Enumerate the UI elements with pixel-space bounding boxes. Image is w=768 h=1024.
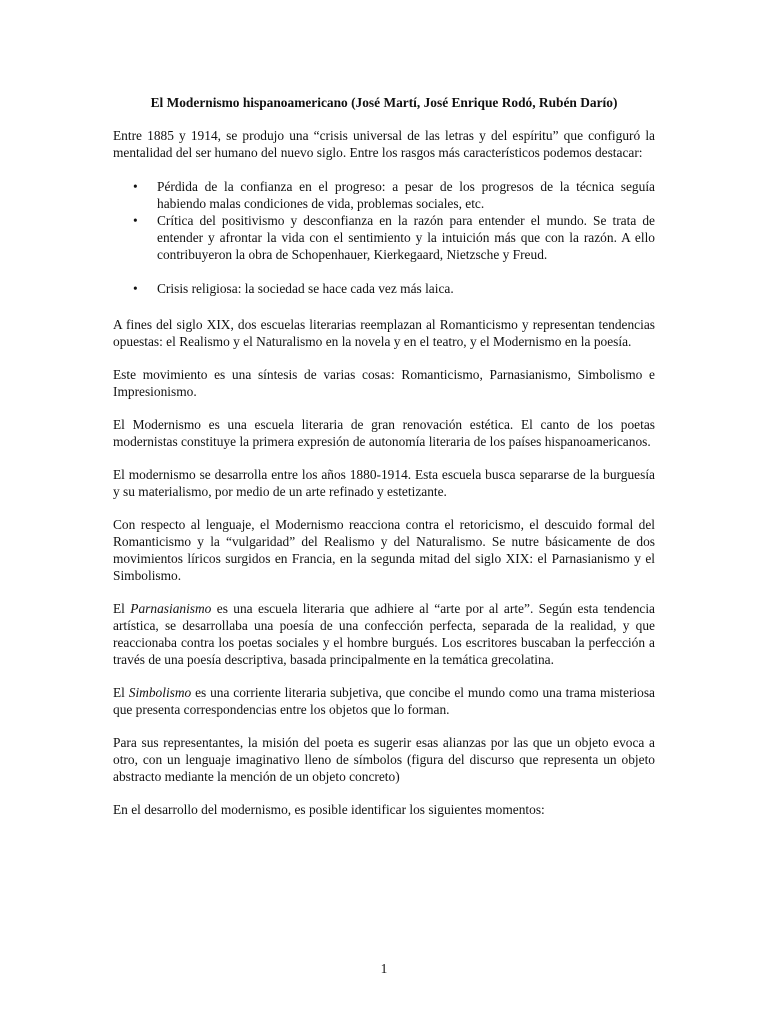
paragraph-intro: Entre 1885 y 1914, se produjo una “crisis universal de las letras y del espíritu” que configuró la mentalidad del ser humano del nuevo siglo. Entre los rasgos más característicos podemos destacar: [113, 128, 655, 160]
list-item [113, 212, 655, 263]
bullet-icon: • [133, 179, 138, 194]
paragraph-parnasianismo [113, 600, 655, 668]
bullet-icon: • [133, 213, 138, 228]
list-item-text: Pérdida de la confianza en el progreso: a pesar de los progresos de la técnica seguía habiendo malas condiciones de vida, problemas sociales, etc. [157, 179, 655, 211]
page-number: 1 [380, 961, 388, 976]
emphasized-term: Parnasianismo [130, 601, 212, 616]
emphasized-term: Simbolismo [128, 685, 192, 700]
paragraph-simbolismo [113, 684, 655, 718]
text-segment: El [113, 601, 131, 616]
paragraph-period: El modernismo se desarrolla entre los años 1880-1914. Esta escuela busca separarse de la burguesía y su materialismo, por medio de un arte refinado y estetizante. [113, 467, 655, 499]
list-item-text: Crisis religiosa: la sociedad se hace cada vez más laica. [157, 281, 454, 296]
list-item [113, 178, 655, 212]
bullet-icon: • [133, 281, 138, 296]
list-item [113, 280, 655, 297]
text-segment: es una escuela literaria que adhiere al “arte por al arte”. Según esta tendencia artística, se desarrollaba una poesía de una confección perfecta, separada de la realidad, y que reaccionaba contra los poetas sociales y el hombre burgués. Los escritores buscaban la perfección a través de una poesía descriptiva, basada principalmente en la temática grecolatina. [113, 601, 656, 667]
document-page [113, 0, 655, 818]
document-title: El Modernismo hispanoamericano (José Martí, José Enrique Rodó, Rubén Darío) [150, 95, 618, 110]
text-segment: es una corriente literaria subjetiva, que concibe el mundo como una trama misteriosa que presenta correspondencias entre los objetos que lo forman. [113, 685, 655, 717]
paragraph-moments: En el desarrollo del modernismo, es posible identificar los siguientes momentos: [113, 802, 545, 817]
paragraph-synthesis: Este movimiento es una síntesis de varias cosas: Romanticismo, Parnasianismo, Simbolismo e Impresionismo. [113, 367, 655, 399]
characteristics-list [113, 178, 655, 297]
text-segment: El [113, 685, 129, 700]
paragraph-renovation: El Modernismo es una escuela literaria de gran renovación estética. El canto de los poetas modernistas constituye la primera expresión de autonomía literaria de los países hispanoamericanos. [113, 417, 655, 449]
paragraph-schools: A fines del siglo XIX, dos escuelas literarias reemplazan al Romanticismo y representan tendencias opuestas: el Realismo y el Naturalismo en la novela y en el teatro, y el Modernismo en la poesía. [113, 317, 655, 349]
list-item-text: Crítica del positivismo y desconfianza en la razón para entender el mundo. Se trata de entender y afrontar la vida con el sentimiento y la intuición más que con la razón. A ello contribuyeron la obra de Schopenhauer, Kierkegaard, Nietzsche y Freud. [157, 213, 655, 262]
paragraph-language: Con respecto al lenguaje, el Modernismo reacciona contra el retoricismo, el descuido formal del Romanticismo y la “vulgaridad” del Realismo y del Naturalismo. Se nutre básicamente de dos movimientos líricos surgidos en Francia, en la segunda mitad del siglo XIX: el Parnasianismo y el Simbolismo. [113, 517, 655, 583]
paragraph-poet-mission: Para sus representantes, la misión del poeta es sugerir esas alianzas por las que un objeto evoca a otro, con un lenguaje imaginativo lleno de símbolos (figura del discurso que representa un objeto abstracto mediante la mención de un objeto concreto) [113, 735, 655, 784]
